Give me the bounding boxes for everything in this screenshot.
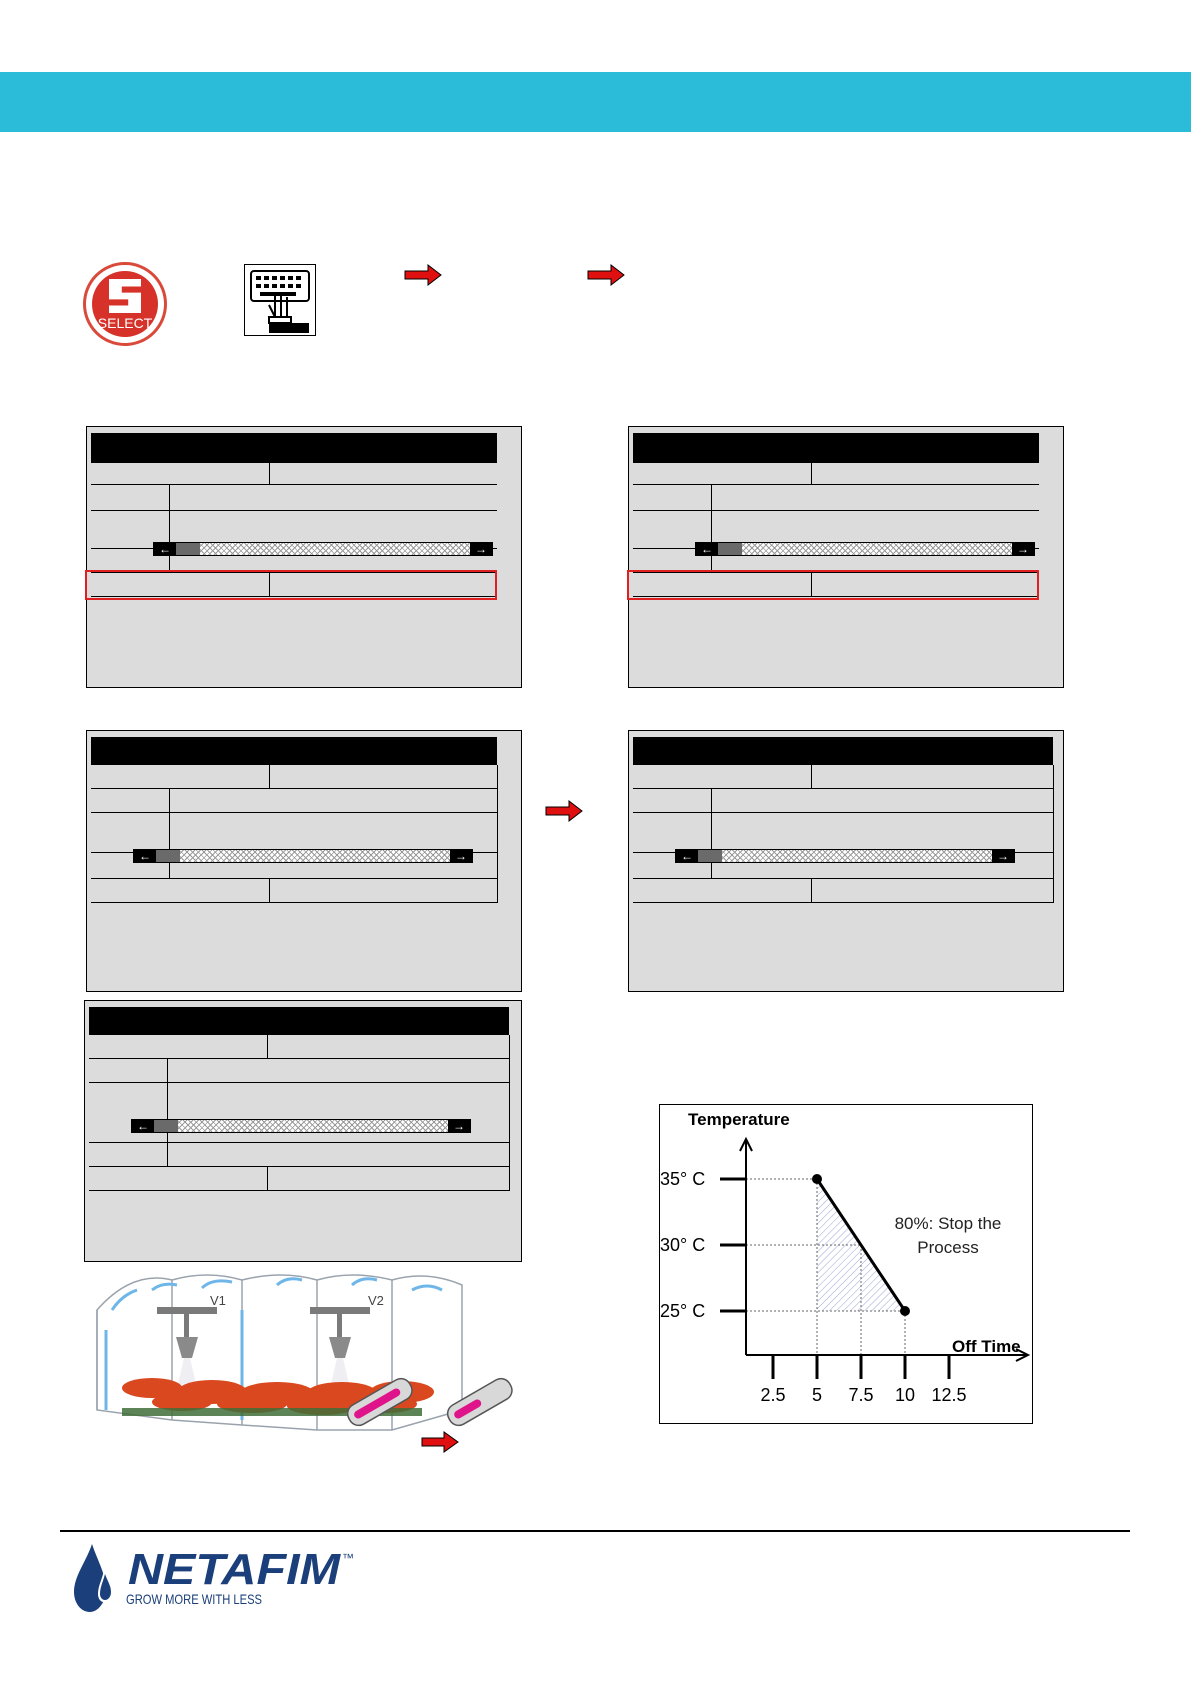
select-glyph-icon bbox=[109, 279, 141, 313]
x-tick-label: 7.5 bbox=[848, 1385, 874, 1405]
select-hand-icon bbox=[83, 262, 167, 346]
scroll-bar[interactable] bbox=[695, 542, 1035, 556]
scroll-left-arrow-icon[interactable]: ← bbox=[134, 850, 156, 862]
screen-panel-1 bbox=[86, 426, 522, 688]
scroll-right-arrow-icon[interactable]: → bbox=[450, 850, 472, 862]
y-tick-label: 30° C bbox=[660, 1235, 706, 1255]
scroll-left-arrow-icon[interactable]: ← bbox=[696, 543, 718, 555]
footer-divider bbox=[60, 1530, 1130, 1532]
data-point bbox=[812, 1174, 822, 1184]
x-tick-label: 10 bbox=[894, 1385, 916, 1405]
red-arrow-icon bbox=[587, 264, 625, 286]
logo-brand: NETAFIM bbox=[128, 1545, 342, 1594]
graph-annotation-line1: 80%: Stop the bbox=[894, 1214, 1002, 1233]
scroll-bar[interactable] bbox=[133, 849, 473, 863]
keyboard-hand-icon bbox=[244, 264, 316, 336]
x-tick-label: 2.5 bbox=[760, 1385, 786, 1405]
red-arrow-icon bbox=[545, 800, 583, 822]
graph-x-title: Off Time bbox=[952, 1337, 1021, 1356]
screen-panel-5 bbox=[84, 1000, 522, 1262]
scroll-right-arrow-icon[interactable]: → bbox=[448, 1120, 470, 1132]
logo-trademark: ™ bbox=[342, 1551, 354, 1565]
vent-label-v2: V2 bbox=[368, 1293, 384, 1308]
scroll-right-arrow-icon[interactable]: → bbox=[470, 543, 492, 555]
screen-panel-4 bbox=[628, 730, 1064, 992]
y-tick-label: 25° C bbox=[660, 1301, 706, 1321]
x-tick-label: 5 bbox=[811, 1385, 823, 1405]
scroll-right-arrow-icon[interactable]: → bbox=[1012, 543, 1034, 555]
highlight-box bbox=[627, 570, 1039, 600]
scroll-left-arrow-icon[interactable]: ← bbox=[676, 850, 698, 862]
screen-panel-3 bbox=[86, 730, 522, 992]
y-tick-label: 35° C bbox=[660, 1169, 706, 1189]
data-point bbox=[900, 1306, 910, 1316]
scroll-right-arrow-icon[interactable]: → bbox=[992, 850, 1014, 862]
graph-y-title: Temperature bbox=[688, 1110, 790, 1129]
greenhouse-illustration bbox=[92, 1270, 522, 1470]
select-icon-label: SELECT bbox=[97, 315, 153, 331]
red-arrow-icon bbox=[404, 264, 442, 286]
scroll-bar[interactable] bbox=[675, 849, 1015, 863]
screen-panel-2 bbox=[628, 426, 1064, 688]
scroll-bar[interactable] bbox=[131, 1119, 471, 1133]
logo-tagline: GROW MORE WITH LESS bbox=[126, 1591, 262, 1607]
vent-label-v1: V1 bbox=[210, 1293, 226, 1308]
scroll-left-arrow-icon[interactable]: ← bbox=[132, 1120, 154, 1132]
scroll-bar[interactable] bbox=[153, 542, 493, 556]
netafim-logo bbox=[72, 1540, 372, 1620]
header-bar bbox=[0, 72, 1191, 132]
graph-annotation-line2: Process bbox=[917, 1238, 979, 1257]
water-drop-icon bbox=[74, 1544, 106, 1612]
highlight-box bbox=[85, 570, 497, 600]
scroll-left-arrow-icon[interactable]: ← bbox=[154, 543, 176, 555]
temperature-graph bbox=[659, 1104, 1033, 1424]
graph-svg bbox=[660, 1105, 1032, 1423]
x-tick-label: 12.5 bbox=[931, 1385, 967, 1405]
